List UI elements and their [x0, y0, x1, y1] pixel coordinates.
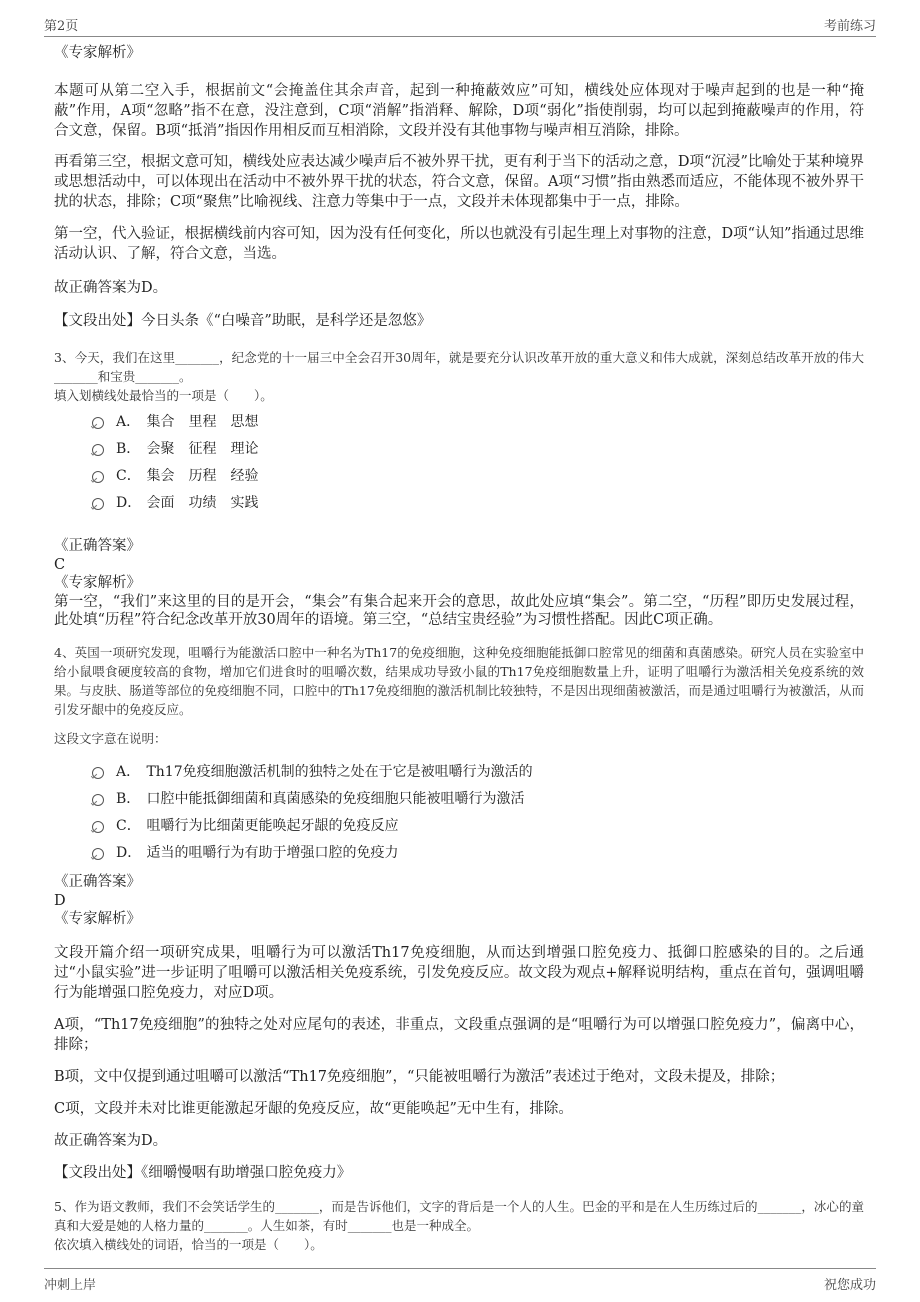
- option-b[interactable]: B． 口腔中能抵御细菌和真菌感染的免疫细胞只能被咀嚼行为激活: [92, 786, 864, 813]
- source-citation: 【文段出处】今日头条《“白噪音”助眠，是科学还是忽悠》: [54, 313, 432, 329]
- option-b[interactable]: B． 会聚 征程 理论: [92, 436, 864, 463]
- radio-button-icon[interactable]: [92, 794, 104, 806]
- page-number: 第2页: [44, 19, 79, 34]
- radio-button-icon[interactable]: [92, 444, 104, 456]
- analysis-paragraph: 第一空，“我们”来这里的目的是开会，“集会”有集合起来开会的意思，故此处应填“集会”。第二空，“历程”即历史发展过程，此处填“历程”符合纪念改革开放30周年的语境。第三空，“总结宝贵经验”为习惯性搭配。因此C项正确。: [54, 594, 864, 628]
- analysis-paragraph: C项，文段并未对比谁更能激起牙龈的免疫反应，故“更能唤起”无中生有，排除。: [54, 1101, 573, 1117]
- analysis-paragraph: B项，文中仅提到通过咀嚼可以激活“Th17免疫细胞”，“只能被咀嚼行为激活”表述过于绝对，文段未提及，排除；: [54, 1069, 785, 1085]
- radio-button-icon[interactable]: [92, 498, 104, 510]
- page-footer: [44, 1268, 876, 1299]
- question-stem: 4、英国一项研究发现，咀嚼行为能激活口腔中一种名为Th17的免疫细胞，这种免疫细胞能抵御口腔常见的细菌和真菌感染。研究人员在实验室中给小鼠喂食硬度较高的食物，增加它们进食时的咀嚼次数，结果成功导致小鼠的Th17免疫细胞数量上升，证明了咀嚼行为激活相关免疫系统的效果。与皮肤、肠道等部位的免疫细胞不同，口腔中的Th17免疫细胞的激活机制比较独特，不是因出现细菌被激活，而是通过咀嚼行为被激活，从而引发牙龈中的免疫反应。: [54, 645, 864, 717]
- question-prompt: 依次填入横线处的词语，恰当的一项是（ ）。: [54, 1237, 323, 1252]
- question-prompt: 这段文字意在说明：: [54, 731, 167, 746]
- analysis-paragraph: 本题可从第二空入手，根据前文“会掩盖住其余声音，起到一种掩蔽效应”可知，横线处应体现对于噪声起到的也是一种“掩蔽”作用，A项“忽略”指不在意，没注意到，C项“消解”指消释、解除，D项“弱化”指使削弱，均可以起到掩蔽噪声的作用，符合文意，保留。B项“抵消”指因作用相反而互相消除，文段并没有其他事物与噪声相互消除，排除。: [54, 83, 864, 139]
- radio-button-icon[interactable]: [92, 417, 104, 429]
- expert-analysis-tag: 《专家解析》: [54, 575, 141, 591]
- radio-button-icon[interactable]: [92, 848, 104, 860]
- radio-button-icon[interactable]: [92, 471, 104, 483]
- radio-button-icon[interactable]: [92, 821, 104, 833]
- question-prompt: 填入划横线处最恰当的一项是（ ）。: [54, 388, 273, 403]
- option-list: [92, 409, 864, 517]
- option-d[interactable]: D． 会面 功绩 实践: [92, 490, 864, 517]
- question-stem: 3、今天，我们在这里_______，纪念党的十一届三中全会召开30周年，就是要充分认识改革开放的重大意义和伟大成就，深刻总结改革开放的伟大_______和宝贵_______。: [54, 350, 864, 384]
- option-a[interactable]: A． Th17免疫细胞激活机制的独特之处在于它是被咀嚼行为激活的: [92, 759, 864, 786]
- expert-analysis-tag: 《专家解析》: [54, 911, 141, 927]
- question-stem: 5、作为语文教师，我们不会笑话学生的_______，而是告诉他们，文字的背后是一个人的人生。巴金的平和是在人生历练过后的_______，冰心的童真和大爱是她的人格力量的_______。人生如茶，有时_______也是一种成全。: [54, 1199, 864, 1233]
- footer-left-text: 冲刺上岸: [44, 1278, 97, 1293]
- radio-button-icon[interactable]: [92, 767, 104, 779]
- option-c[interactable]: C． 集会 历程 经验: [92, 463, 864, 490]
- answer-conclusion: 故正确答案为D。: [54, 280, 168, 296]
- expert-analysis-tag: 《专家解析》: [54, 45, 141, 61]
- page-content: [54, 44, 864, 1254]
- option-c[interactable]: C． 咀嚼行为比细菌更能唤起牙龈的免疫反应: [92, 813, 864, 840]
- header-title: 考前练习: [823, 19, 876, 34]
- option-a[interactable]: A． 集合 里程 思想: [92, 409, 864, 436]
- source-citation: 【文段出处】《细嚼慢咽有助增强口腔免疫力》: [54, 1165, 352, 1181]
- page-header: [44, 8, 876, 37]
- analysis-paragraph: 文段开篇介绍一项研究成果，咀嚼行为可以激活Th17免疫细胞，从而达到增强口腔免疫力、抵御口腔感染的目的。之后通过“小鼠实验”进一步证明了咀嚼可以激活相关免疫系统，引发免疫反应。故文段为观点+解释说明结构，重点在首句，强调咀嚼行为能增强口腔免疫力，对应D项。: [54, 945, 864, 1001]
- option-d[interactable]: D． 适当的咀嚼行为有助于增强口腔的免疫力: [92, 840, 864, 867]
- answer-conclusion: 故正确答案为D。: [54, 1133, 168, 1149]
- correct-answer: C: [54, 557, 66, 573]
- correct-answer-tag: 《正确答案》: [54, 874, 141, 890]
- analysis-paragraph: 第一空，代入验证，根据横线前内容可知，因为没有任何变化，所以也就没有引起生理上对事物的注意，D项“认知”指通过思维活动认识、了解，符合文意，当选。: [54, 226, 864, 262]
- analysis-paragraph: 再看第三空，根据文意可知，横线处应表达减少噪声后不被外界干扰，更有利于当下的活动之意，D项“沉浸”比喻处于某种境界或思想活动中，可以体现出在活动中不被外界干扰的状态，符合文意，保留。A项“习惯”指由熟悉而适应，不能体现不被外界干扰的状态，排除；C项“聚焦”比喻视线、注意力等集中于一点，文段并未体现都集中于一点，排除。: [54, 154, 864, 210]
- correct-answer-tag: 《正确答案》: [54, 538, 141, 554]
- analysis-paragraph: A项，“Th17免疫细胞”的独特之处对应尾句的表述，非重点，文段重点强调的是“咀嚼行为可以增强口腔免疫力”，偏离中心，排除；: [54, 1017, 864, 1053]
- footer-right-text: 祝您成功: [823, 1278, 876, 1293]
- option-list: [92, 759, 864, 867]
- correct-answer: D: [54, 893, 66, 909]
